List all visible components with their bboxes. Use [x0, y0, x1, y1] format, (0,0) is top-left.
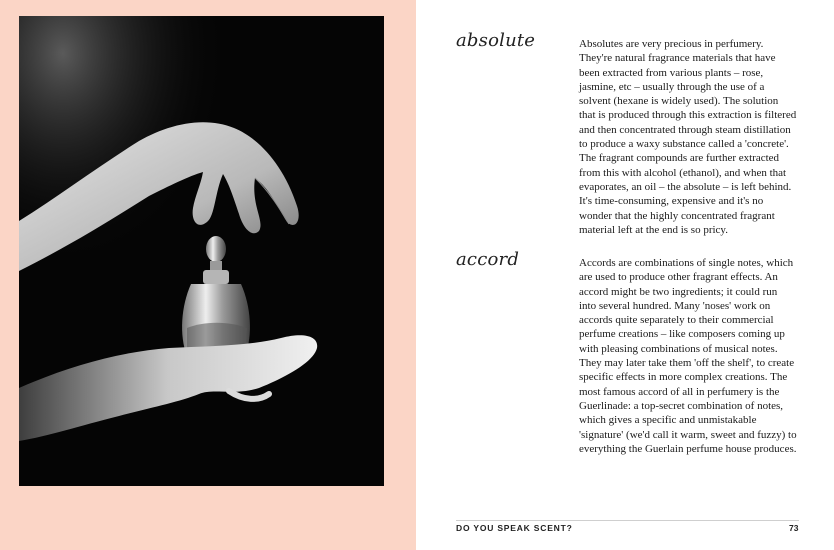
perfume-bottle-photo — [19, 16, 384, 486]
left-page — [0, 0, 416, 550]
glossary-term-accord: accord — [456, 249, 520, 270]
right-page — [416, 0, 834, 550]
perfume-hands-illustration — [19, 16, 384, 486]
bottle-stopper — [206, 236, 226, 262]
footer-divider — [456, 520, 799, 521]
glossary-definition-accord: Accords are combinations of single notes, which are used to produce other fragrant effects. An accord might be two ingredients; it could run into several hundred. Many 'noses' work on accords quite separately to their commercial perfume creations – like composers coming up with pleasing combinations of musical notes. They may later take them 'off the shelf', to create specific effects in more complex creations. The most famous accord of all in perfumery is the Guerlinade: a top-secret combination of notes, which gives a specific and unmistakable 'signature' (we'd call it warm, sweet and fuzzy) to everything the Guerlain perfume house produces. — [579, 257, 797, 455]
page-number: 73 — [789, 523, 799, 533]
glossary-term-absolute: absolute — [456, 30, 536, 51]
running-footer-title: DO YOU SPEAK SCENT? — [456, 523, 573, 533]
glossary-definition-absolute: Absolutes are very precious in perfumery. They're natural fragrance materials that have been extracted from various plants – rose, jasmine, etc – usually through the use of a solvent (hexane is widely used). The solution that is produced through this extraction is filtered and then concentrated through steam distillation to produce a waxy substance called a 'concrete'. The fragrant compounds are further extracted from this with alcohol (ethanol), and when that evaporates, an oil – the absolute – is left behind. It's time-consuming, expensive and it's no wonder that the highly concentrated fragrant material left at the end is so pricy. — [579, 38, 797, 236]
